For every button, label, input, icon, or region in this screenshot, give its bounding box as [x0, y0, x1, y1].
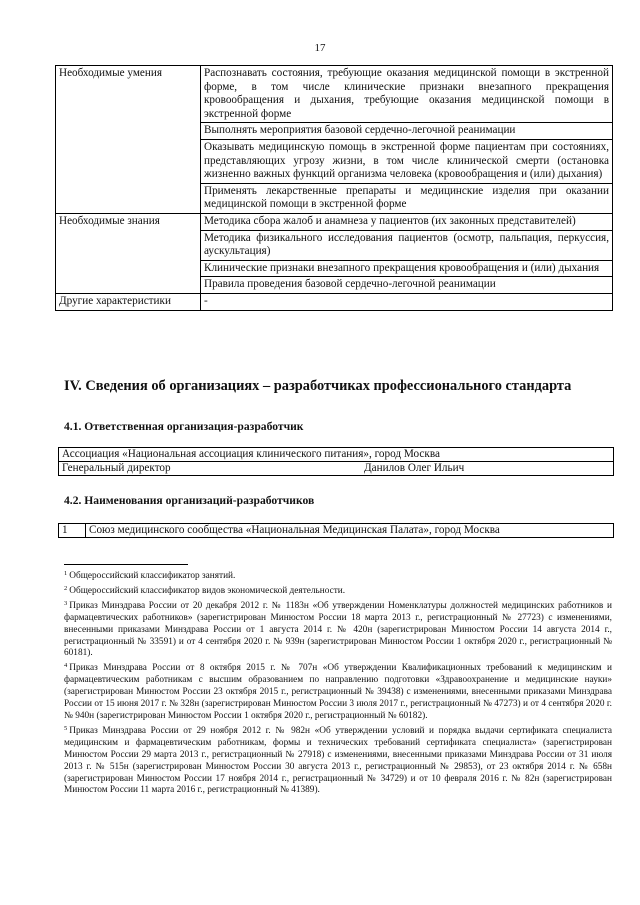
developer-number: 1	[59, 524, 86, 538]
page-number: 17	[314, 42, 326, 54]
footnote	[64, 660, 612, 723]
table-row	[56, 293, 613, 310]
table-cell: Выполнять мероприятия базовой сердечно-легочной реанимации	[201, 123, 613, 140]
table-cell: Методика сбора жалоб и анамнеза у пациентов (их законных представителей)	[201, 213, 613, 230]
footnote-divider	[64, 564, 188, 565]
table-cell: Правила проведения базовой сердечно-легочной реанимации	[201, 277, 613, 294]
org-name: Ассоциация «Национальная ассоциация клинического питания», город Москва	[59, 448, 614, 462]
footnote-mark: 3	[64, 599, 68, 607]
table-row	[59, 448, 614, 462]
director-name: Данилов Олег Ильич	[364, 462, 465, 474]
footnote-mark: 2	[64, 584, 68, 592]
footnotes	[64, 568, 612, 797]
footnote	[64, 723, 612, 797]
footnote-mark: 5	[64, 724, 68, 732]
developers-table	[58, 523, 614, 538]
footnote-text: Общероссийский классификатор занятий.	[69, 571, 236, 581]
table-cell: -	[201, 293, 613, 310]
footnote-text: Приказ Минздрава России от 29 ноября 2012 г. № 982н «Об утверждении условий и порядка выдачи сертификата специалиста медицинским и фармацевтическим работникам, формы и технических требований сертификата специалиста» (зарегистрирован Минюстом России 29 марта 2013 г., регистрационный № 27918) с изменениями, внесенными приказами Минздрава России от 31 июля 2013 г. № 515н (зарегистрирован Минюстом России 30 августа 2013 г., регистрационный № 29853), от 23 октября 2014 г. № 658н (зарегистрирован Минюстом России 17 ноября 2014 г., регистрационный № 34729) и от 10 февраля 2016 г. № 82н (зарегистрирован Минюстом России 11 марта 2016 г., регистрационный № 41389).	[64, 725, 612, 796]
footnote	[64, 598, 612, 661]
table-row	[59, 462, 614, 476]
table-cell: Распознавать состояния, требующие оказания медицинской помощи в экстренной форме, в том числе клинические признаки внезапного прекращения кровообращения и дыхания, требующие оказания медицинской помощи в экстренной форме	[201, 66, 613, 123]
table-row	[56, 213, 613, 230]
developer-name: Союз медицинского сообщества «Национальная Медицинская Палата», город Москва	[86, 524, 614, 538]
table-cell: Оказывать медицинскую помощь в экстренной форме пациентам при состояниях, представляющих угрозу жизни, в том числе клинической смерти (остановка жизненно важных функций организма человека (кровообращения и (или) дыхания)	[201, 139, 613, 183]
table-cell: Методика физикального исследования пациентов (осмотр, пальпация, перкуссия, аускультация)	[201, 230, 613, 260]
director-row	[62, 462, 610, 475]
subsection-title: 4.2. Наименования организаций-разработчиков	[64, 494, 315, 507]
skills-knowledge-table	[55, 65, 613, 311]
responsible-org-table	[58, 447, 614, 476]
footnote-text: Приказ Минздрава России от 8 октября 2015 г. № 707н «Об утверждении Квалификационных требований к медицинским и фармацевтическим работникам с высшим образованием по направлению подготовки «Здравоохранение и медицинские науки» (зарегистрирован Минюстом России 23 октября 2015 г., регистрационный № 39438) с изменениями, внесенными приказами Минздрава России от 15 июня 2017 г. № 328н (зарегистрирован Минюстом России 3 июля 2017 г., регистрационный № 47273) и от 4 сентября 2020 г. № 940н (зарегистрирован Минюстом России 1 октября 2020 г., регистрационный № 60182).	[64, 663, 612, 721]
footnote-mark: 1	[64, 570, 68, 577]
table-row	[56, 66, 613, 123]
table-row	[59, 524, 614, 538]
table-cell: Клинические признаки внезапного прекращения кровообращения и (или) дыхания	[201, 260, 613, 277]
row-label: Необходимые умения	[56, 66, 201, 214]
row-label: Другие характеристики	[56, 293, 201, 310]
footnote	[64, 583, 612, 598]
section-title: IV. Сведения об организациях – разработчиках профессионального стандарта	[64, 378, 572, 394]
director-cell	[59, 462, 614, 476]
footnote	[64, 568, 612, 583]
footnote-mark: 4	[64, 662, 68, 670]
footnote-text: Общероссийский классификатор видов экономической деятельности.	[69, 585, 346, 596]
table-cell: Применять лекарственные препараты и медицинские изделия при оказании медицинской помощи в экстренной форме	[201, 183, 613, 213]
subsection-title: 4.1. Ответственная организация-разработчик	[64, 420, 304, 433]
footnote-text: Приказ Минздрава России от 20 декабря 2012 г. № 1183н «Об утверждении Номенклатуры должностей медицинских работников и фармацевтических работников» (зарегистрирован Минюстом России 18 марта 2013 г., регистрационный № 27723) с изменениями, внесенными приказами Минздрава России от 1 августа 2014 г. № 420н (зарегистрирован Минюстом России 14 августа 2014 г., регистрационный № 33591) и от 4 сентября 2020 г. № 939н (зарегистрирован Минюстом России 1 октября 2020 г., регистрационный № 60181).	[64, 600, 612, 659]
director-role: Генеральный директор	[62, 462, 171, 474]
row-label: Необходимые знания	[56, 213, 201, 293]
